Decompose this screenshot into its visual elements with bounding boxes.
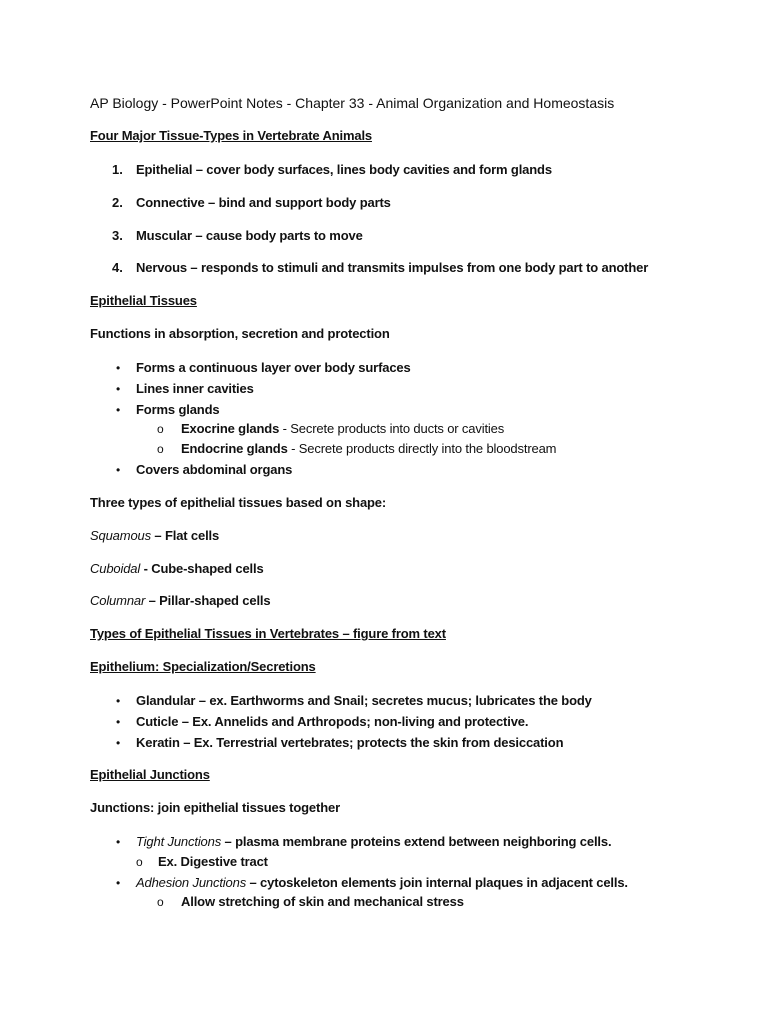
sub-bullet-icon: o (157, 895, 164, 909)
sub-bullet-digestive: Ex. Digestive tract (158, 854, 268, 869)
types-intro: Three types of epithelial tissues based on shape: (90, 495, 387, 510)
bullet-icon: • (116, 382, 121, 396)
bullet-item-keratin: Keratin – Ex. Terrestrial vertebrates; protects the skin from desiccation (136, 735, 564, 750)
bullet-item: Forms a continuous layer over body surfaces (136, 360, 411, 375)
shape-columnar: Columnar – Pillar-shaped cells (90, 593, 271, 608)
list-item-epithelial: Epithelial – cover body surfaces, lines body cavities and form glands (136, 162, 552, 177)
section-heading-figure: Types of Epithelial Tissues in Vertebrates – figure from text (90, 626, 446, 641)
bullet-item-tight-junctions: Tight Junctions – plasma membrane proteins extend between neighboring cells. (136, 834, 612, 849)
bullet-item-cuticle: Cuticle – Ex. Annelids and Arthropods; non-living and protective. (136, 714, 529, 729)
bullet-item: Covers abdominal organs (136, 462, 293, 477)
list-item-connective: Connective – bind and support body parts (136, 195, 391, 210)
functions-text: Functions in absorption, secretion and protection (90, 326, 390, 341)
section-heading-tissue-types: Four Major Tissue-Types in Vertebrate Animals (90, 128, 372, 143)
sub-bullet-stretching: Allow stretching of skin and mechanical stress (181, 894, 464, 909)
bullet-item: Lines inner cavities (136, 381, 254, 396)
list-number: 2. (112, 195, 123, 210)
bullet-icon: • (116, 715, 121, 729)
section-heading-junctions: Epithelial Junctions (90, 767, 210, 782)
sub-bullet-exocrine: Exocrine glands - Secrete products into ducts or cavities (181, 421, 505, 436)
list-number: 1. (112, 162, 123, 177)
bullet-item-glandular: Glandular – ex. Earthworms and Snail; secretes mucus; lubricates the body (136, 693, 592, 708)
bullet-icon: • (116, 361, 121, 375)
sub-bullet-icon: o (136, 855, 143, 869)
bullet-item-adhesion-junctions: Adhesion Junctions – cytoskeleton elements join internal plaques in adjacent cells. (136, 875, 628, 890)
sub-bullet-icon: o (157, 422, 164, 436)
sub-bullet-endocrine: Endocrine glands - Secrete products directly into the bloodstream (181, 441, 557, 456)
shape-cuboidal: Cuboidal - Cube-shaped cells (90, 561, 264, 576)
document-title: AP Biology - PowerPoint Notes - Chapter 33 - Animal Organization and Homeostasis (90, 95, 615, 111)
shape-squamous: Squamous – Flat cells (90, 528, 220, 543)
bullet-icon: • (116, 403, 121, 417)
list-item-nervous: Nervous – responds to stimuli and transmits impulses from one body part to another (136, 260, 649, 275)
bullet-icon: • (116, 736, 121, 750)
section-heading-specialization: Epithelium: Specialization/Secretions (90, 659, 316, 674)
bullet-icon: • (116, 694, 121, 708)
bullet-item: Forms glands (136, 402, 220, 417)
sub-bullet-icon: o (157, 442, 164, 456)
list-item-muscular: Muscular – cause body parts to move (136, 228, 363, 243)
section-heading-epithelial-tissues: Epithelial Tissues (90, 293, 197, 308)
list-number: 4. (112, 260, 123, 275)
bullet-icon: • (116, 835, 121, 849)
bullet-icon: • (116, 876, 121, 890)
junctions-intro: Junctions: join epithelial tissues together (90, 800, 340, 815)
list-number: 3. (112, 228, 123, 243)
bullet-icon: • (116, 463, 121, 477)
